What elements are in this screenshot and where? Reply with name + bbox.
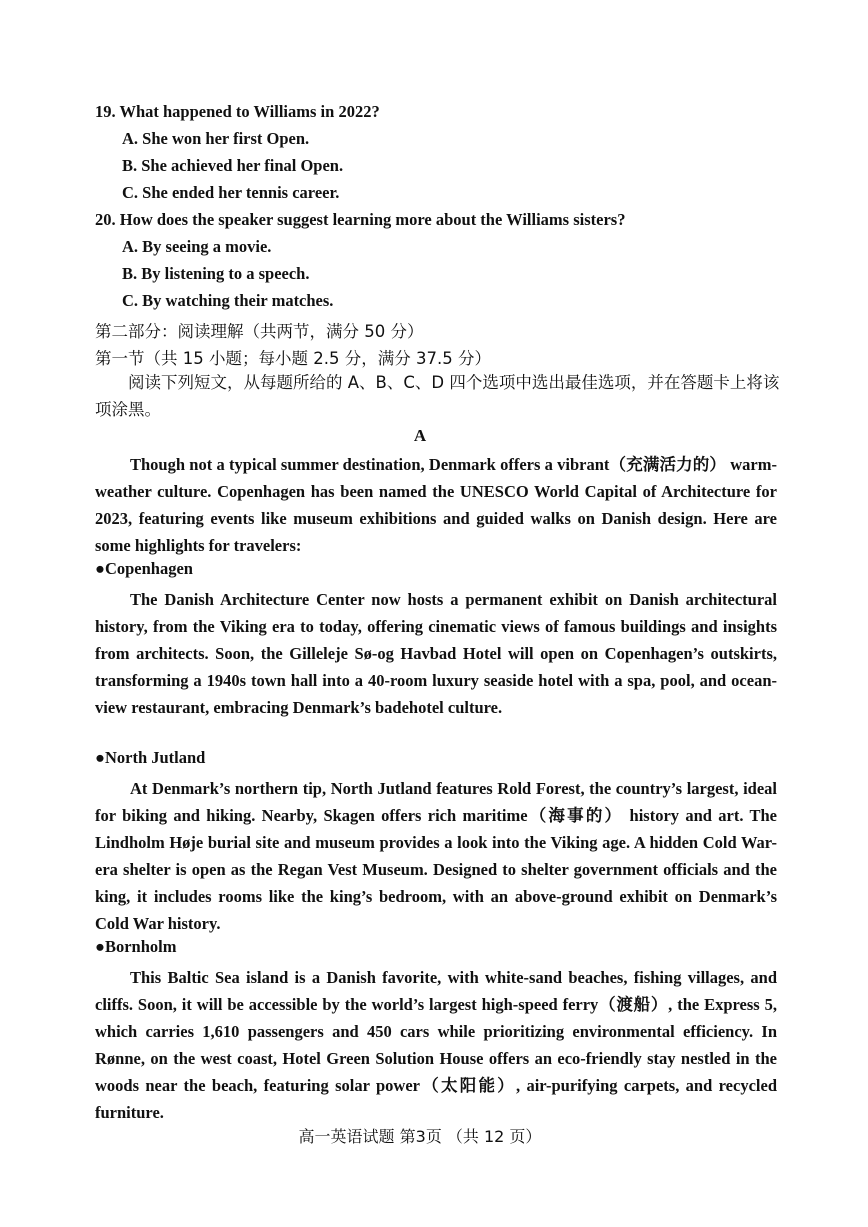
page-footer: 高一英语试题 第3页 （共 12 页） [298,1127,542,1146]
section-heading-copenhagen: ●Copenhagen [95,559,193,578]
section-text-bornholm: This Baltic Sea island is a Danish favorite, with white-sand beaches, fishing villages, and cliffs. Soon, it will be accessible by the world’s largest high-speed ferry（渡船）, the Express 5, which carries 1,610 passengers and 450 cars while prioritizing environmental efficiency. In Rønne, on the west coast, Hotel Green Solution House offers an eco-friendly stay nestled in the woods near the beach, featuring solar power（太阳能）, air-purifying carpets, and recycled furniture. [95,968,777,1122]
question-20-stem: 20. How does the speaker suggest learning more about the Williams sisters? [95,210,626,229]
section-text-copenhagen: The Danish Architecture Center now hosts a permanent exhibit on Danish architectural history, from the Viking era to today, offering cinematic views of famous buildings and insights from architects. Soon, the Gilleleje Sø-og Havbad Hotel will open on Copenhagen’s outskirts, transforming a 1940s town hall into a 40-room luxury seaside hotel with a spa, pool, and ocean-view restaurant, embracing Denmark’s badehotel culture. [95,590,777,717]
question-20-option-b: B. By listening to a speech. [122,264,310,283]
section-heading-north-jutland: ●North Jutland [95,748,206,767]
question-19-option-a: A. She won her first Open. [122,129,310,148]
question-20-option-a: A. By seeing a movie. [122,237,272,256]
section-subtitle: 第一节（共 15 小题；每小题 2.5 分，满分 37.5 分） [95,349,491,368]
section-text-north-jutland: At Denmark’s northern tip, North Jutland features Rold Forest, the country’s largest, ideal for biking and hiking. Nearby, Skagen offers rich maritime（海事的） history and art. The Lindholm Høje burial site and museum provides a look into the Viking age. A hidden Cold War-era shelter is open as the Regan Vest Museum. Designed to shelter government officials and the king, it includes rooms like the king’s bedroom, with an above-ground exhibit on Denmark’s Cold War history. [95,779,777,933]
question-19-option-c: C. She ended her tennis career. [122,183,340,202]
question-20-option-c: C. By watching their matches. [122,291,334,310]
section-instruction: 阅读下列短文，从每题所给的 A、B、C、D 四个选项中选出最佳选项，并在答题卡上将该项涂黑。 [95,373,780,419]
passage-intro: Though not a typical summer destination, Denmark offers a vibrant（充满活力的） warm-weather culture. Copenhagen has been named the UNESCO World Capital of Architecture for 2023, featuring events like museum exhibitions and guided walks on Danish design. Here are some highlights for travelers: [95,455,777,555]
part-title: 第二部分：阅读理解（共两节，满分 50 分） [95,322,424,341]
question-19-stem: 19. What happened to Williams in 2022? [95,102,380,121]
section-heading-bornholm: ●Bornholm [95,937,177,956]
passage-label: A [413,426,427,445]
question-19-option-b: B. She achieved her final Open. [122,156,344,175]
